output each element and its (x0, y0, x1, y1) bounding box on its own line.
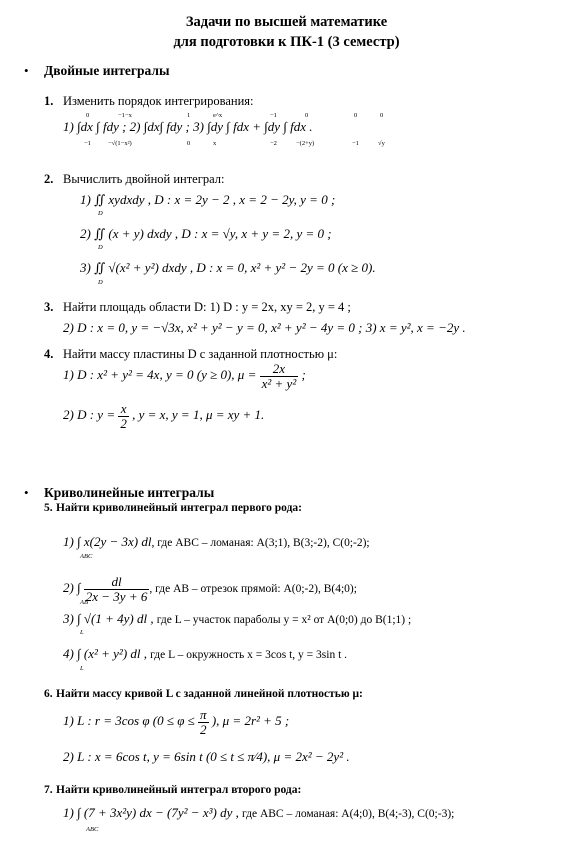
bullet-icon: • (24, 63, 29, 78)
denominator: x² + y² (261, 375, 297, 391)
numerator: dl (84, 575, 150, 590)
limit: −1 (270, 112, 277, 119)
problem-2-formula-2: 2) ∬ (x + y) dxdy , D : x = √y, x + y = 2, y = 0 ; (80, 226, 332, 241)
formula-part: ), μ = 2r² + 5 ; (211, 713, 290, 729)
problem-5-item-3 (63, 611, 411, 627)
problem-number: 1. (44, 94, 54, 108)
problem-number: 6. (44, 688, 53, 700)
problem-4-formula-2 (63, 402, 264, 430)
limit: −1−x (118, 112, 132, 119)
problem-6-formula-1 (63, 708, 289, 736)
fraction (198, 708, 209, 736)
fraction (84, 575, 150, 603)
path-subscript: ABC (86, 826, 99, 833)
formula-part: 2) ∫ (63, 580, 81, 596)
section-heading-line: Криволинейные интегралы (44, 485, 215, 500)
problem-number: 3. (44, 300, 54, 314)
problem-5-item-1 (63, 534, 370, 550)
formula-part: , y = x, y = 1, μ = xy + 1. (132, 407, 265, 423)
formula-part: 1) ∫ x(2y − 3x) dl (63, 534, 152, 549)
denominator: 2x − 3y + 6 (85, 588, 148, 604)
formula-part: 1) L : r = 3cos φ (0 ≤ φ ≤ (63, 713, 195, 729)
denominator: 2 (120, 415, 127, 431)
limit: −√(1−x²) (108, 140, 132, 147)
limit: x (213, 140, 217, 147)
problem-4-formula-1 (63, 362, 306, 390)
problem-text: Найти криволинейный интеграл первого рода: (56, 502, 302, 514)
formula-part: 4) ∫ (x² + y²) dl , (63, 646, 148, 661)
limit: √y (378, 140, 385, 147)
path-subscript: L (80, 665, 84, 672)
problem-1-formula: 1) ∫dx ∫ fdy ; 2) ∫dx∫ fdy ; 3) ∫dy ∫ fdx + ∫dy ∫ fdx . (63, 119, 313, 134)
limit: −(2+y) (296, 140, 315, 147)
problem-text: Изменить порядок интегрирования: (63, 94, 254, 108)
limit: −1 (352, 140, 359, 147)
problem-5-item-2 (63, 575, 357, 603)
limit: 0 (187, 140, 191, 147)
problem-number: 7. (44, 784, 53, 796)
doc-title-line1: Задачи по высшей математике (185, 14, 388, 30)
problem-2-formula-1: 1) ∬ xydxdy , D : x = 2y − 2 , x = 2 − 2y, y = 0 ; (80, 192, 336, 207)
problem-number: 2. (44, 172, 54, 186)
formula-part: 3) ∫ √(1 + 4y) dl , (63, 611, 154, 626)
path-subscript: L (80, 629, 84, 636)
numerator: π (200, 707, 207, 722)
problem-text: Вычислить двойной интеграл: (63, 172, 225, 186)
problem-number: 4. (44, 347, 54, 361)
region-subscript: D (98, 210, 103, 217)
section-heading-double: Двойные интегралы (44, 63, 170, 78)
limit: 0 (354, 112, 358, 119)
formula-part: 1) ∫ (7 + 3x²y) dx − (7y² − x³) dy , (63, 805, 239, 820)
formula-text: где ABC – ломаная: A(4;0), B(4;-3), C(0;-3); (241, 808, 455, 820)
path-subscript: AB (80, 599, 88, 606)
numerator: 2x (260, 362, 299, 377)
limit: −2 (270, 140, 277, 147)
limit: e^x (213, 112, 223, 119)
limit: −1 (84, 140, 91, 147)
formula-part: 2) D : y = (63, 407, 116, 423)
denominator: 2 (200, 721, 207, 737)
limit: 1 (187, 112, 191, 119)
fraction (260, 362, 299, 390)
bullet-icon: • (24, 485, 29, 500)
problem-text: Найти криволинейный интеграл второго рода: (56, 784, 302, 796)
limit: 0 (86, 112, 90, 119)
formula-part: 1) D : x² + y² = 4x, y = 0 (y ≥ 0), μ = (63, 367, 257, 383)
numerator: x (118, 402, 129, 417)
formula-text: , где AB – отрезок прямой: A(0;-2), B(4;0); (149, 583, 357, 596)
problem-7-item-1 (63, 805, 454, 821)
problem-2-formula-3: 3) ∬ √(x² + y²) dxdy , D : x = 0, x² + y² − 2y = 0 (x ≥ 0). (80, 260, 376, 275)
problem-number: 5. (44, 502, 53, 514)
doc-title-line2: для подготовки к ПК-1 (3 семестр) (173, 34, 400, 50)
limit: 0 (380, 112, 384, 119)
path-subscript: ABC (80, 553, 93, 560)
problem-text: Найти площадь области D: 1) D : y = 2x, xy = 2, y = 4 ; (63, 300, 351, 314)
formula-text: , где ABC – ломаная: A(3;1), B(3;-2), C(0;-2); (151, 537, 370, 549)
problem-6-formula-2: 2) L : x = 6cos t, y = 6sin t (0 ≤ t ≤ π⁄4), μ = 2x² − 2y² . (63, 749, 350, 764)
formula-text: где L – участок параболы y = x² от A(0;0) до B(1;1) ; (156, 614, 412, 626)
limit: 0 (305, 112, 309, 119)
region-subscript: D (98, 279, 103, 286)
formula-text: где L – окружность x = 3cos t, y = 3sin t . (150, 649, 348, 661)
problem-text: Найти массу пластины D с заданной плотностью μ: (63, 347, 338, 361)
fraction (118, 402, 129, 430)
problem-5-item-4 (63, 646, 347, 662)
formula-part: ; (301, 367, 306, 383)
problem-text: Найти массу кривой L с заданной линейной плотностью μ: (56, 688, 363, 700)
region-subscript: D (98, 244, 103, 251)
problem-3-formula: 2) D : x = 0, y = −√3x, x² + y² − y = 0, x² + y² − 4y = 0 ; 3) x = y², x = −2y . (63, 320, 466, 335)
